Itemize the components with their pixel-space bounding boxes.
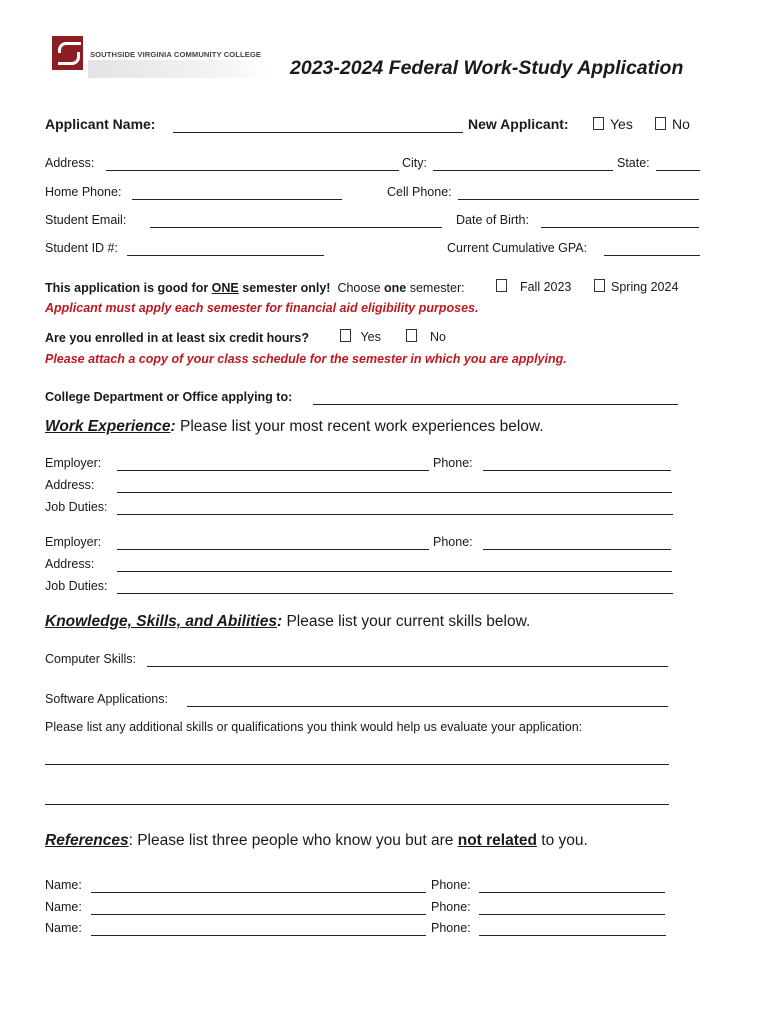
gpa-label: Current Cumulative GPA:	[447, 241, 588, 255]
fall-checkbox[interactable]	[496, 279, 507, 292]
references-heading-text: References	[45, 832, 129, 849]
address-field[interactable]	[106, 170, 399, 171]
references-heading	[45, 832, 588, 850]
choose-post: semester:	[406, 281, 465, 295]
reference-2-phone-field[interactable]	[479, 914, 665, 915]
dob-field[interactable]	[541, 227, 699, 228]
city-label: City:	[402, 156, 427, 170]
reference-3-name-field[interactable]	[91, 935, 426, 936]
software-applications-label: Software Applications:	[45, 692, 168, 706]
department-field[interactable]	[313, 404, 678, 405]
college-name: SOUTHSIDE VIRGINIA COMMUNITY COLLEGE	[90, 50, 262, 59]
student-id-field[interactable]	[127, 255, 324, 256]
employer-1-address-label: Address:	[45, 478, 95, 492]
spring-checkbox[interactable]	[594, 279, 605, 292]
choose-one: one	[384, 281, 407, 295]
work-instruction: Please list your most recent work experiences below.	[175, 418, 544, 435]
employer-1-duties-field[interactable]	[117, 514, 673, 515]
reference-1-phone-field[interactable]	[479, 892, 665, 893]
software-applications-field[interactable]	[187, 706, 668, 707]
references-colon: :	[128, 832, 133, 849]
work-experience-heading	[45, 418, 544, 436]
reference-2-name-label: Name:	[45, 900, 82, 914]
enrollment-no-label: No	[429, 330, 446, 344]
applicant-name-label: Applicant Name:	[45, 116, 156, 132]
address-label: Address:	[45, 156, 95, 170]
student-email-label: Student Email:	[45, 213, 127, 227]
employer-2-address-field[interactable]	[117, 571, 672, 572]
fall-label: Fall 2023	[519, 280, 572, 294]
new-applicant-no-option[interactable]	[655, 116, 690, 132]
applicant-name-field[interactable]	[173, 132, 463, 133]
spring-2024-option[interactable]	[594, 279, 678, 294]
state-field[interactable]	[656, 170, 700, 171]
dob-label: Date of Birth:	[456, 213, 529, 227]
employer-1-duties-label: Job Duties:	[45, 500, 108, 514]
skills-heading	[45, 613, 530, 631]
city-field[interactable]	[433, 170, 613, 171]
reference-2-phone-label: Phone:	[431, 900, 471, 914]
gpa-field[interactable]	[604, 255, 700, 256]
employer-2-duties-label: Job Duties:	[45, 579, 108, 593]
employer-1-phone-field[interactable]	[483, 470, 671, 471]
additional-skills-field-1[interactable]	[45, 764, 669, 765]
employer-2-phone-field[interactable]	[483, 549, 671, 550]
semester-mid: semester only!	[238, 281, 331, 295]
not-related: not related	[457, 832, 537, 849]
no-label: No	[672, 116, 690, 132]
enrollment-yes-label: Yes	[360, 330, 381, 344]
no-checkbox[interactable]	[655, 117, 666, 130]
employer-1-phone-label: Phone:	[433, 456, 473, 470]
semester-one: ONE	[211, 281, 239, 295]
state-label: State:	[617, 156, 650, 170]
references-instruction-post: to you.	[536, 832, 588, 849]
enrollment-yes-option[interactable]	[340, 329, 381, 344]
computer-skills-field[interactable]	[147, 666, 668, 667]
employer-1-field[interactable]	[117, 470, 429, 471]
work-heading-colon: :	[170, 418, 176, 435]
choose-pre: Choose	[337, 281, 384, 295]
work-heading-text: Work Experience	[45, 418, 171, 435]
semester-prefix: This application is good for	[45, 281, 212, 295]
skills-heading-colon: :	[276, 613, 283, 630]
logo-bar	[88, 60, 270, 78]
reference-3-name-label: Name:	[45, 921, 82, 935]
employer-2-field[interactable]	[117, 549, 429, 550]
yes-label: Yes	[610, 116, 633, 132]
computer-skills-label: Computer Skills:	[45, 652, 136, 666]
spring-label: Spring 2024	[611, 280, 679, 294]
enrollment-question: Are you enrolled in at least six credit hours?	[45, 331, 309, 345]
skills-instruction: Please list your current skills below.	[282, 613, 531, 630]
home-phone-field[interactable]	[132, 199, 342, 200]
reference-1-name-field[interactable]	[91, 892, 426, 893]
new-applicant-label: New Applicant:	[468, 116, 569, 132]
reference-1-phone-label: Phone:	[431, 878, 471, 892]
student-id-label: Student ID #:	[45, 241, 118, 255]
additional-skills-label: Please list any additional skills or qualifications you think would help us evaluate your application:	[45, 720, 583, 734]
reference-2-name-field[interactable]	[91, 914, 426, 915]
semester-statement	[45, 281, 465, 295]
enrollment-note: Please attach a copy of your class schedule for the semester in which you are applying.	[45, 352, 567, 366]
employer-2-phone-label: Phone:	[433, 535, 473, 549]
reference-3-phone-field[interactable]	[479, 935, 666, 936]
home-phone-label: Home Phone:	[45, 185, 122, 199]
semester-note: Applicant must apply each semester for financial aid eligibility purposes.	[45, 301, 479, 315]
employer-2-label: Employer:	[45, 535, 102, 549]
employer-2-address-label: Address:	[45, 557, 95, 571]
employer-1-address-field[interactable]	[117, 492, 672, 493]
fall-2023-option[interactable]	[496, 279, 571, 294]
skills-heading-text: Knowledge, Skills, and Abilities	[45, 613, 277, 630]
college-logo-icon	[52, 36, 83, 70]
reference-3-phone-label: Phone:	[431, 921, 471, 935]
additional-skills-field-2[interactable]	[45, 804, 669, 805]
cell-phone-field[interactable]	[458, 199, 699, 200]
cell-phone-label: Cell Phone:	[387, 185, 452, 199]
student-email-field[interactable]	[150, 227, 442, 228]
employer-1-label: Employer:	[45, 456, 102, 470]
page-title: 2023-2024 Federal Work-Study Application	[290, 57, 684, 79]
enrollment-yes-checkbox[interactable]	[340, 329, 351, 342]
enrollment-no-option[interactable]	[406, 329, 446, 344]
department-label: College Department or Office applying to:	[45, 390, 293, 404]
yes-checkbox[interactable]	[593, 117, 604, 130]
employer-2-duties-field[interactable]	[117, 593, 673, 594]
new-applicant-yes-option[interactable]	[593, 116, 633, 132]
enrollment-no-checkbox[interactable]	[406, 329, 417, 342]
reference-1-name-label: Name:	[45, 878, 82, 892]
references-instruction-pre: Please list three people who know you but are	[132, 832, 458, 849]
